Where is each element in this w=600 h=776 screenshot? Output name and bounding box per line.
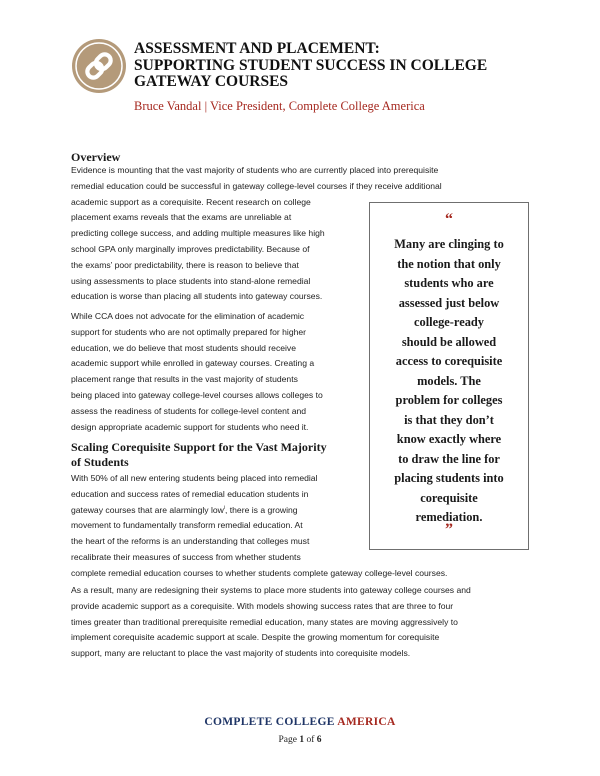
quote-line: remediation. [415, 510, 483, 524]
text-line: provide academic support as a corequisite. With models showing success rates that are three to four [71, 600, 454, 611]
quote-line: assessed just below [398, 295, 500, 310]
page-of: of [304, 735, 317, 745]
quote-line: access to corequisite [395, 354, 503, 368]
text-line: placement exams reveals that the exams are unreliable at [71, 212, 292, 223]
open-quote-mark: “ [445, 211, 453, 228]
text-line: With 50% of all new entering students being placed into remedial [71, 473, 318, 483]
quote-line: should be allowed [401, 334, 497, 349]
title-line: GATEWAY COURSES [134, 73, 289, 90]
title-line: ASSESSMENT AND PLACEMENT: [134, 40, 380, 57]
text-line: academic support while enrolled in gateway courses. Creating a [71, 358, 315, 369]
text-line: recalibrate their measures of success from whether students [71, 551, 301, 562]
text-line: education and success rates of remedial education students in [71, 488, 309, 499]
brand-text-accent: AMERICA [337, 716, 396, 728]
author-byline: Bruce Vandal | Vice President, Complete College America [134, 99, 425, 113]
text-line: using assessments to place students into stand-alone remedial [71, 275, 311, 286]
footer-brand [0, 716, 600, 728]
text-line: school GPA only marginally improves predictability. Because of [71, 243, 310, 254]
text-line: academic support as a corequisite. Recent research on college [71, 196, 311, 207]
quote-line: models. The [417, 373, 481, 388]
overview-paragraph-2 [71, 309, 323, 435]
heading-line: of Students [71, 455, 129, 469]
quote-line: is that they don’t [404, 412, 494, 427]
quote-line: know exactly where [396, 432, 502, 446]
text-line: support, many are reluctant to place the vast majority of students into corequisite models. [71, 648, 411, 659]
text-line: the heart of the reforms is an understanding that colleges must [71, 536, 310, 547]
pull-quote-text [376, 235, 522, 528]
title-line: SUPPORTING STUDENT SUCCESS IN COLLEGE [134, 56, 488, 74]
text-line: While CCA does not advocate for the elimination of academic [71, 311, 305, 321]
quote-line: students who are [404, 276, 494, 290]
quote-line: the notion that only [397, 256, 501, 271]
quote-line: Many are clinging to [394, 237, 504, 251]
document-title [134, 41, 554, 91]
quote-line: problem for colleges [395, 393, 503, 407]
text-line: implement corequisite academic support at scale. Despite the growing momentum for corequisite [71, 632, 440, 643]
text-line: being placed into gateway college-level courses allows colleges to [71, 389, 323, 400]
page-label: Page [278, 735, 300, 745]
text-line: the exams’ poor predictability, there is reason to believe that [71, 259, 299, 270]
text-line: complete remedial education courses to whether students complete gateway college-level courses. [71, 567, 448, 578]
close-quote-mark: ” [445, 521, 453, 538]
brand-text: COMPLETE COLLEGE [204, 716, 338, 728]
quote-line: corequisite [420, 490, 478, 505]
quote-line: placing students into [394, 471, 504, 485]
text-line: times greater than traditional prerequisite remedial education, many states are moving aggressively to [71, 616, 458, 627]
text-line: education is worse than placing all students into gateway courses. [71, 291, 323, 302]
text-fragment: gateway courses that are alarmingly low [71, 504, 224, 515]
text-line: remedial education could be successful in gateway college-level courses if they receive additional [71, 180, 442, 191]
chain-link-logo-icon [71, 38, 127, 94]
page-number [0, 735, 600, 745]
text-line: support for students who are not optimally prepared for higher [71, 326, 307, 337]
text-line: predicting college success, and adding multiple measures like high [71, 228, 325, 239]
text-line: education, we do believe that most students should receive [71, 342, 297, 353]
text-line: placement range that results in the vast majority of students [71, 374, 298, 385]
text-line: design appropriate academic support for students who need it. [71, 421, 309, 432]
text-line: assess the readiness of students for college-level content and [71, 405, 307, 416]
pull-quote-box [369, 202, 529, 550]
text-line: Evidence is mounting that the vast majority of students who are currently placed into prerequisite [71, 165, 439, 175]
quote-line: college-ready [414, 315, 484, 329]
endnote-marker: i [223, 504, 225, 511]
text-line: As a result, many are redesigning their systems to place more students into gateway college courses and [71, 585, 471, 595]
page-current: 1 [299, 735, 305, 745]
text-fragment: , there is a growing [224, 504, 298, 515]
scaling-heading [71, 440, 327, 470]
quote-line: to draw the line for [398, 451, 500, 466]
scaling-paragraph-2 [71, 583, 471, 662]
page-total: 6 [316, 735, 322, 745]
heading-line: Scaling Corequisite Support for the Vast Majority [71, 440, 327, 454]
overview-heading: Overview [71, 150, 121, 164]
text-line: movement to fundamentally transform remedial education. At [71, 520, 303, 531]
